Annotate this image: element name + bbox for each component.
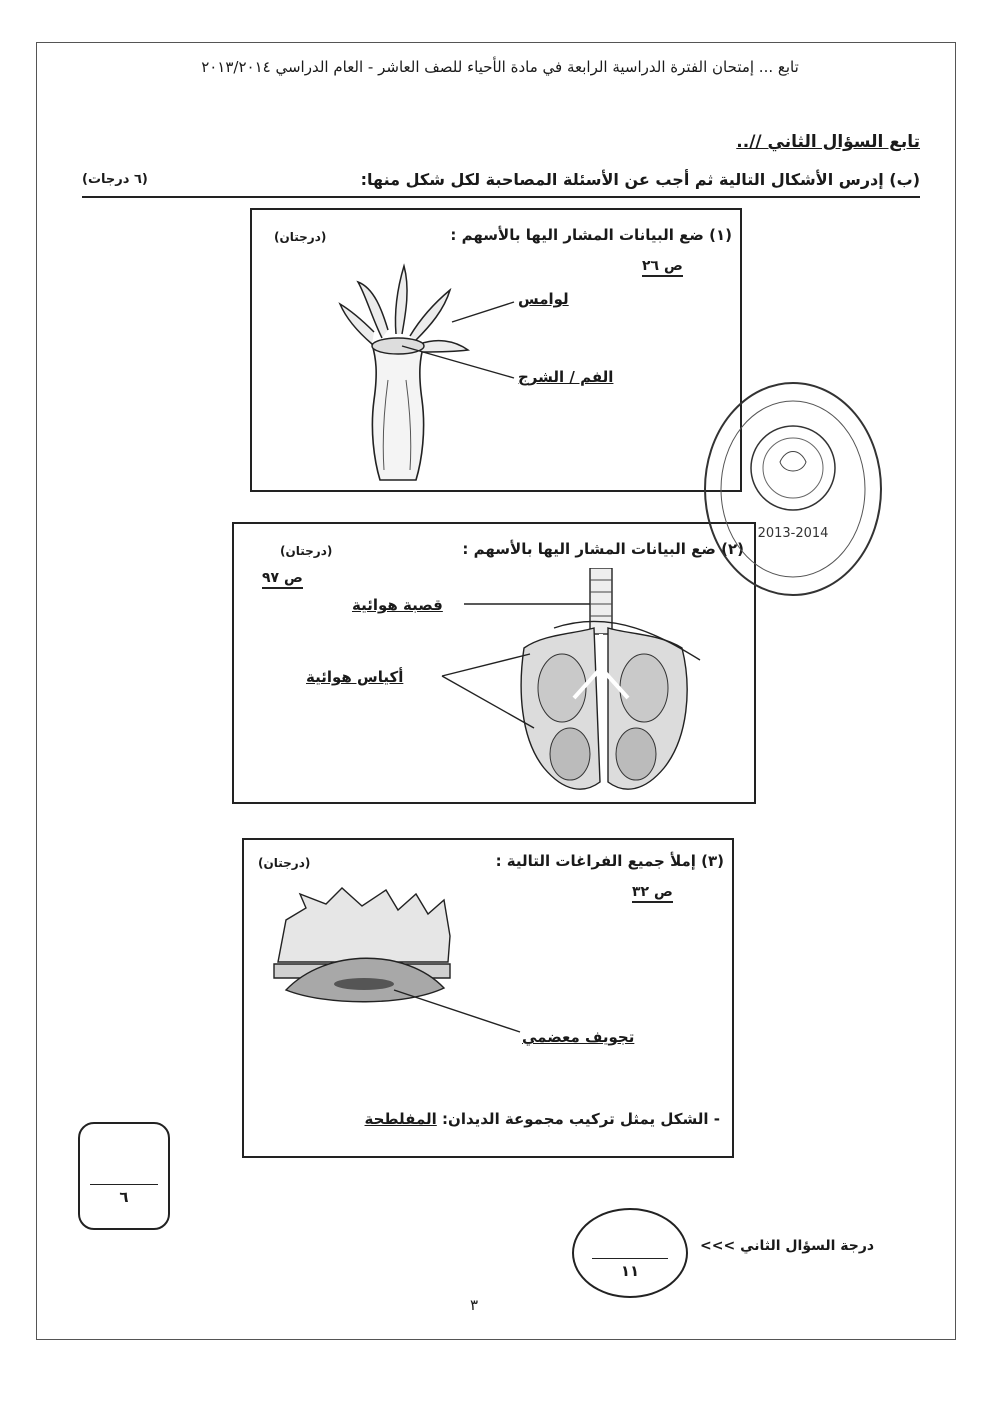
question-total-value: ١١ [620,1262,640,1280]
exam-header: تابع ... إمتحان الفترة الدراسية الرابعة في مادة الأحياء للصف العاشر - العام الدراسي ٢٠١٣/٢٠١٤ [201,58,799,76]
figure-box-flatworm [242,838,734,1158]
question-text: (ب) إدرس الأشكال التالية ثم أجب عن الأسئلة المصاحبة لكل شكل منها: [360,170,920,189]
box1-title: (١) ضع البيانات المشار اليها بالأسهم : [450,226,732,244]
hydra-arrows [252,210,740,490]
box2-title: (٢) ضع البيانات المشار اليها بالأسهم : [462,540,744,558]
question-total-label: درجة السؤال الثاني >>> [700,1238,875,1254]
box2-page-ref: ص ٩٧ [262,570,303,589]
school-stamp [700,378,886,600]
lungs-label-trachea: قصبة هوائية [352,596,443,614]
flatworm-sentence-answer: المفلطحة [364,1110,437,1128]
score-divider [90,1184,158,1185]
question-total-circle [572,1208,688,1298]
box3-page-ref: ص ٣٢ [632,884,673,903]
box3-title: (٣) إملأ جميع الفراغات التالية : [495,852,724,870]
page-number: ٣ [470,1296,479,1314]
box2-marks: (درجتان) [280,544,333,558]
section-score-value: ٦ [119,1188,129,1206]
section-score-box [78,1122,170,1230]
lungs-label-air-sacs: أكياس هوائية [306,668,404,686]
question-line [82,166,920,198]
total-divider [592,1258,668,1259]
hydra-label-tentacles: لوامس [518,290,569,308]
figure-box-hydra [250,208,742,492]
box3-marks: (درجتان) [258,856,311,870]
flatworm-arrow [244,840,732,1156]
flatworm-sentence [365,1110,720,1128]
box1-page-ref: ص ٢٦ [642,258,683,277]
stamp-year: 2013-2014 [757,526,829,541]
flatworm-label-cavity: تجويف معضمي [522,1028,635,1046]
hydra-label-mouth: الفم / الشرج [518,368,614,386]
figure-box-lungs [232,522,756,804]
lungs-arrows [234,524,754,802]
question-marks: (٦ درجات) [82,172,148,187]
box1-marks: (درجتان) [274,230,327,244]
flatworm-sentence-prefix: - الشكل يمثل تركيب مجموعة الديدان: [442,1110,720,1128]
section-continued-title: تابع السؤال الثاني //.. [736,132,920,152]
